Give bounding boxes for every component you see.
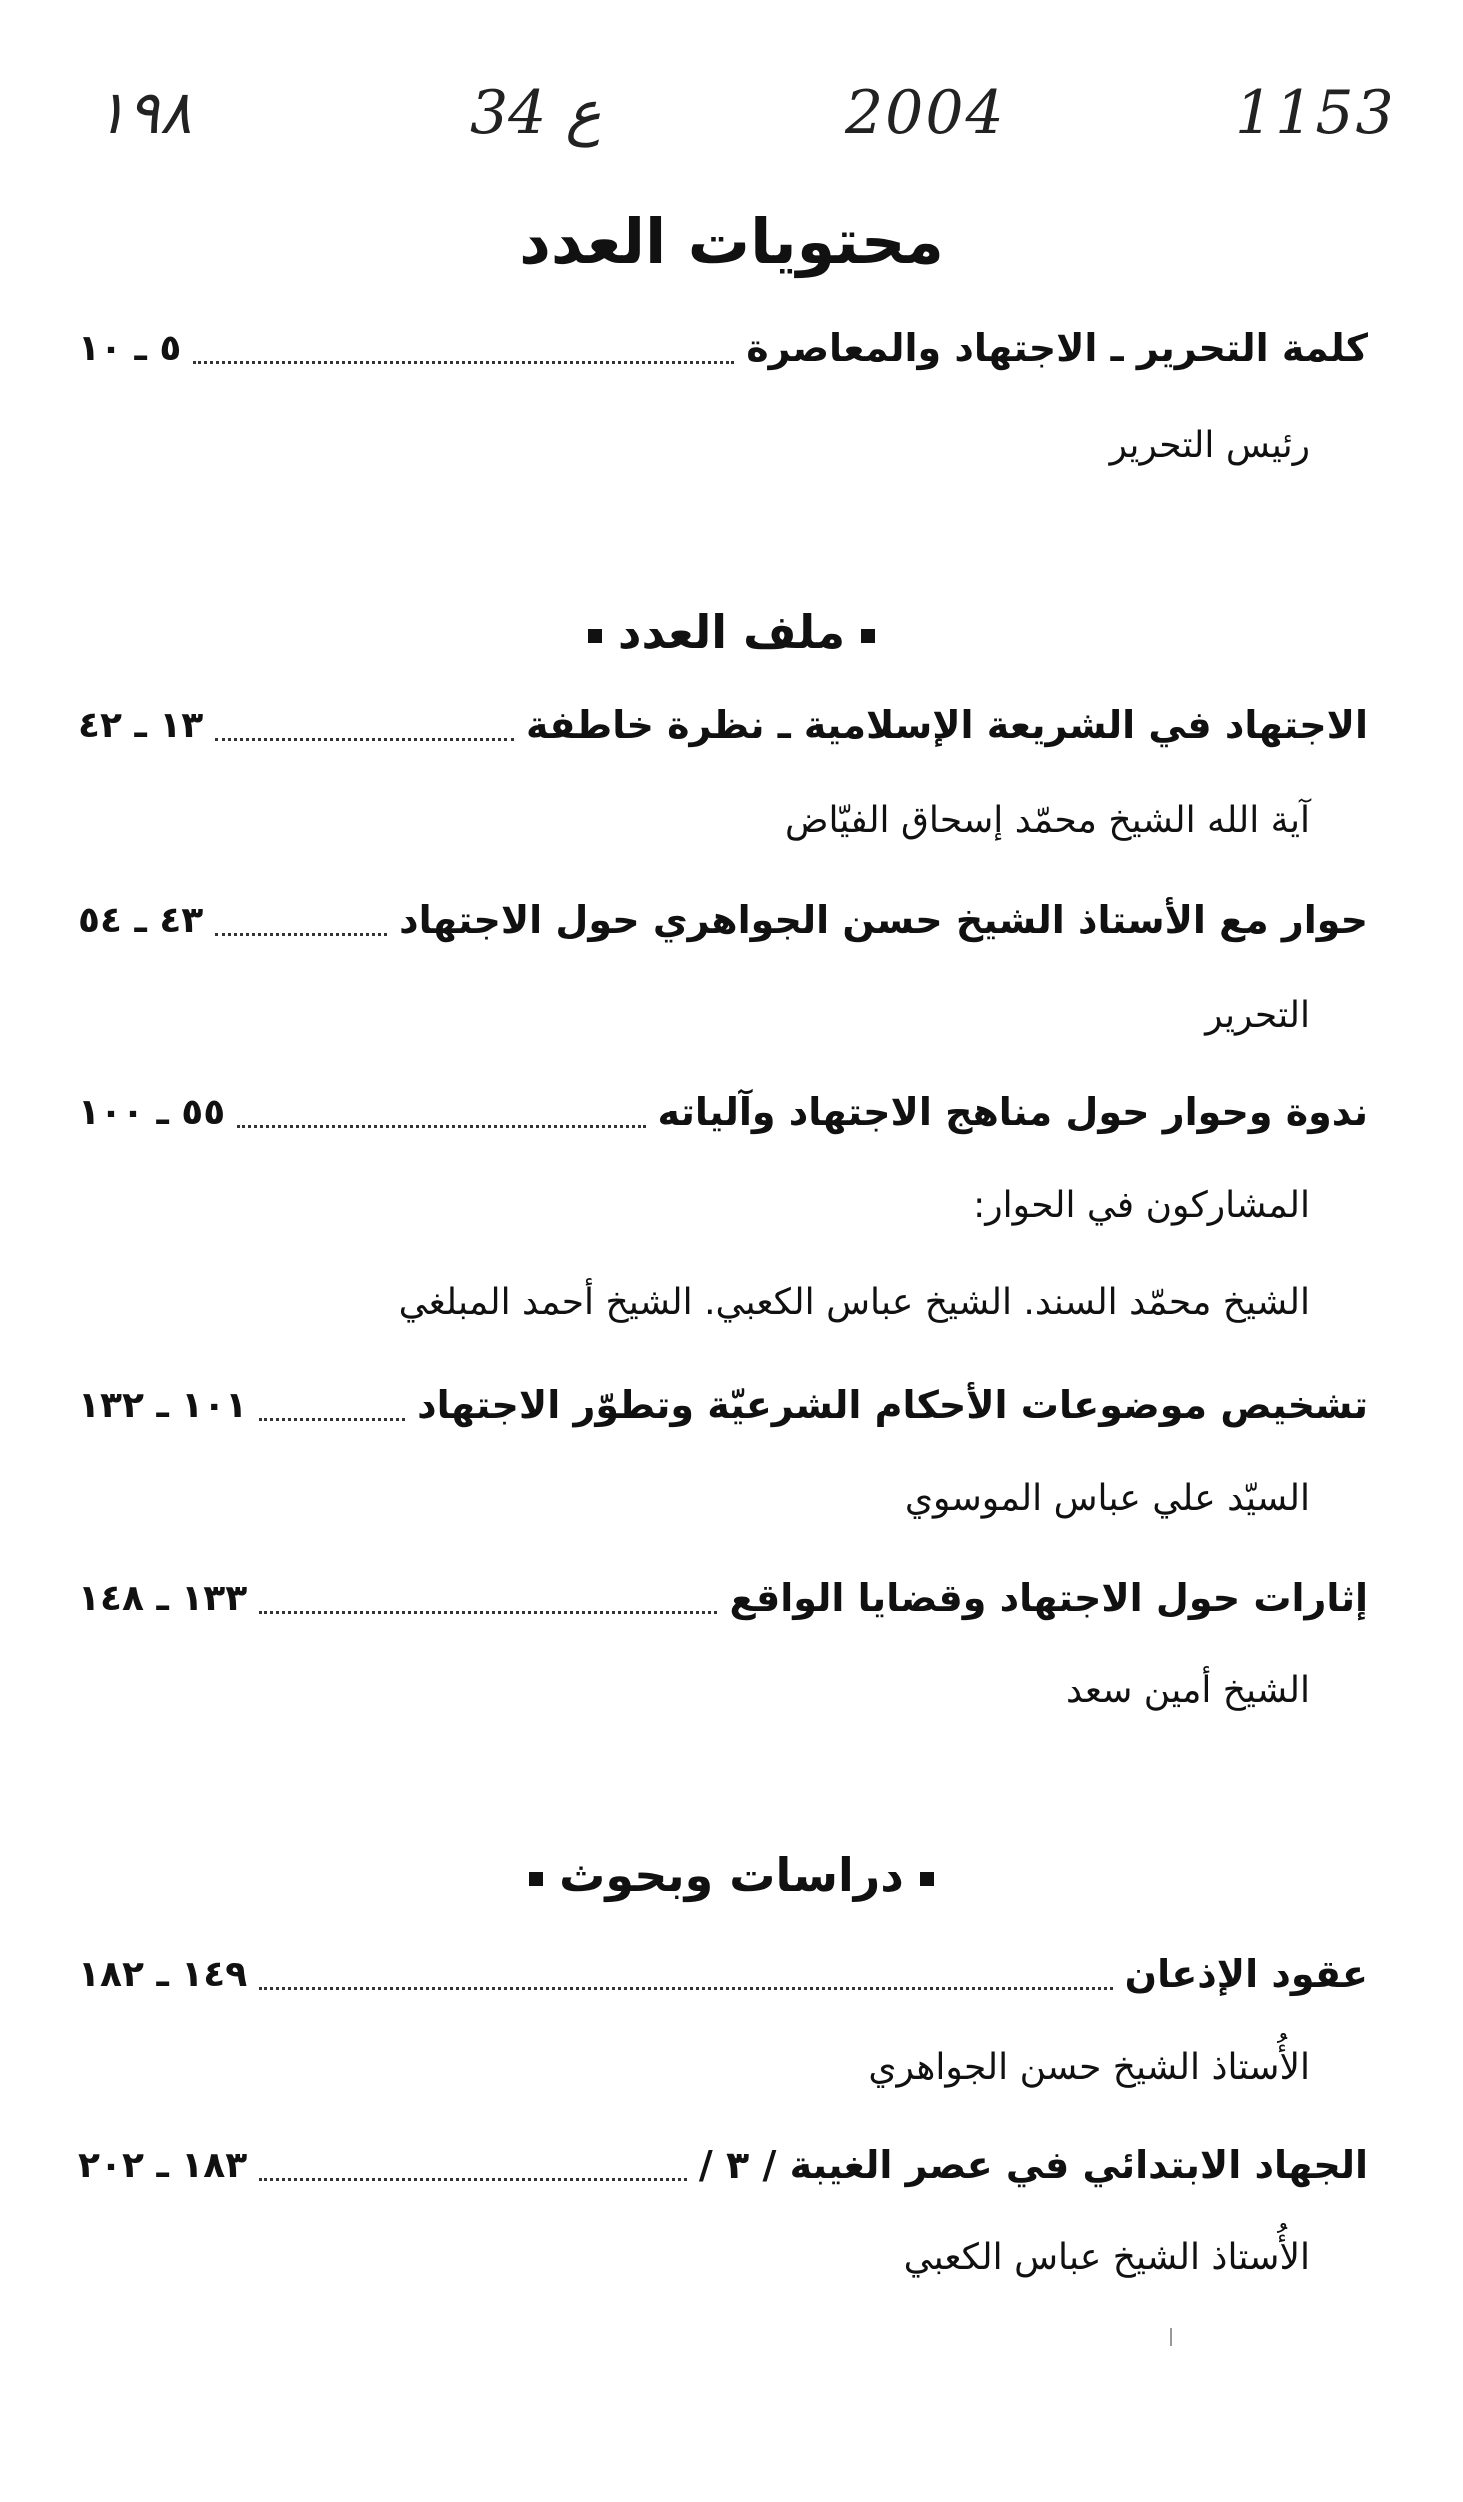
toc-entry (78, 890, 1368, 950)
entry-author: آية الله الشيخ محمّد إسحاق الفيّاض (785, 800, 1310, 841)
entry-pages: ١٤٩ ـ ١٨٢ (78, 1953, 248, 1995)
entry-author: الشيخ محمّد السند. الشيخ عباس الكعبي. الشيخ أحمد المبلغي (398, 1282, 1310, 1323)
entry-pages: ١٣٣ ـ ١٤٨ (78, 1577, 248, 1619)
dot-leader (215, 933, 387, 936)
dot-leader (259, 2178, 687, 2181)
section-heading-studies (0, 1848, 1463, 1902)
handwritten-note-2: 34 ع (470, 78, 602, 148)
entry-pages: ١٨٣ ـ ٢٠٢ (78, 2144, 248, 2186)
entry-title: إثارات حول الاجتهاد وقضايا الواقع (729, 1576, 1368, 1620)
dot-leader (215, 738, 514, 741)
handwritten-note-3: 2004 (845, 78, 1006, 148)
entry-author: التحرير (1205, 995, 1310, 1036)
dot-leader (193, 361, 734, 364)
dot-leader (237, 1125, 645, 1128)
square-bullet-icon (588, 629, 602, 643)
square-bullet-icon (920, 1872, 934, 1886)
page-title: محتويات العدد (519, 205, 944, 278)
entry-title: عقود الإذعان (1124, 1952, 1368, 1996)
entry-author: الأُستاذ الشيخ عباس الكعبي (903, 2237, 1310, 2278)
dot-leader (259, 1987, 1112, 1990)
entry-author: رئيس التحرير (1109, 425, 1310, 466)
entry-pages: ٤٣ ـ ٥٤ (78, 899, 204, 941)
entry-pages: ٥٥ ـ ١٠٠ (78, 1091, 226, 1133)
toc-entry (78, 1375, 1368, 1435)
entry-title: تشخيص موضوعات الأحكام الشرعيّة وتطوّر الاجتهاد (417, 1383, 1368, 1427)
square-bullet-icon (861, 629, 875, 643)
entry-title: ندوة وحوار حول مناهج الاجتهاد وآلياته (657, 1090, 1368, 1134)
dot-leader (259, 1418, 405, 1421)
entry-author: الشيخ أمين سعد (1065, 1670, 1310, 1711)
entry-title: حوار مع الأستاذ الشيخ حسن الجواهري حول الاجتهاد (399, 898, 1368, 942)
toc-entry (78, 695, 1368, 755)
toc-entry (78, 2135, 1368, 2195)
section-label: دراسات وبحوث (559, 1848, 904, 1902)
scan-speck (1170, 2328, 1172, 2346)
entry-author: السيّد علي عباس الموسوي (904, 1478, 1310, 1519)
entry-title: كلمة التحرير ـ الاجتهاد والمعاصرة (746, 326, 1368, 370)
dot-leader (259, 1611, 717, 1614)
entry-pages: ١٣ ـ ٤٢ (78, 704, 204, 746)
square-bullet-icon (529, 1872, 543, 1886)
entry-title: الجهاد الابتدائي في عصر الغيبة / ٣ / (698, 2143, 1368, 2187)
toc-entry (78, 1082, 1368, 1142)
entry-title: الاجتهاد في الشريعة الإسلامية ـ نظرة خاطفة (526, 703, 1368, 747)
toc-entry (78, 318, 1368, 378)
entry-author: المشاركون في الحوار: (973, 1185, 1310, 1226)
toc-entry (78, 1944, 1368, 2004)
handwritten-note-4: 1153 (1235, 78, 1396, 148)
entry-pages: ٥ ـ ١٠ (78, 327, 182, 369)
section-heading-file (0, 605, 1463, 659)
section-label: ملف العدد (617, 605, 846, 659)
entry-pages: ١٠١ ـ ١٣٢ (78, 1384, 248, 1426)
entry-author: الأُستاذ الشيخ حسن الجواهري (868, 2047, 1310, 2088)
toc-entry (78, 1568, 1368, 1628)
handwritten-note-1: ١٩٨ (95, 78, 192, 148)
